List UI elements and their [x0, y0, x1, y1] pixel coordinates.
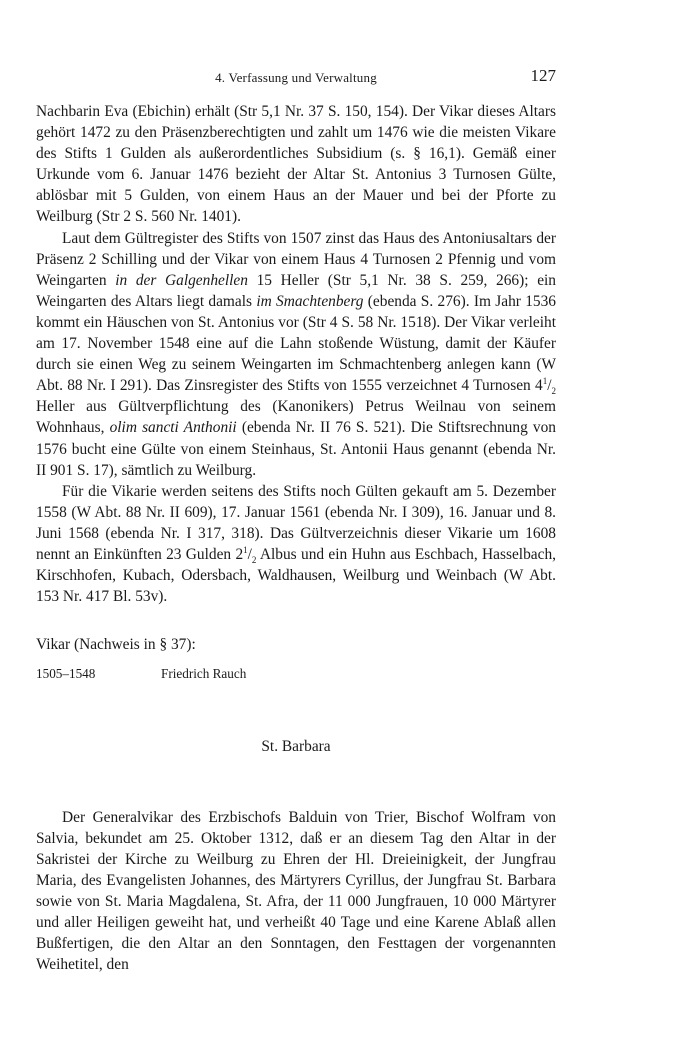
text-block-barbara [36, 807, 556, 976]
page-number: 127 [530, 66, 556, 85]
vikar-list-title: Vikar (Nachweis in § 37): [36, 636, 196, 654]
fraction-numerator: 1 [542, 376, 548, 387]
section-heading: St. Barbara [261, 738, 331, 756]
fraction-denominator: 2 [551, 386, 556, 397]
text-block-antonius [36, 101, 556, 607]
fraction-numerator: 1 [243, 544, 248, 555]
page-body [36, 101, 556, 975]
vikar-name: Friedrich Rauch [161, 666, 247, 682]
paragraph: Laut dem Gültregister des Stifts von 1507 zinst das Haus des Antoniusaltars der Präsenz 2 Schilling und der Vikar von einem Haus 4 Turnosen 2 Pfennig und vom Weingarten in der Galgenhellen 15 Heller (Str 5,1 Nr. 38 S. 259, 266); ein Weingarten des Altars liegt damals im Smachtenberg (ebenda S. 276). Im Jahr 1536 kommt ein Häuschen von St. Antonius vor (Str 4 S. 58 Nr. 1518). Der Vikar verleiht am 17. November 1548 eine auf die Lahn stoßende Wüstung, damit der Käufer durch sie einen Weg zu seinem Weingarten im Schmachtenberg anlegen kann (W Abt. 88 Nr. I 291). Das Zinsregister des Stifts von 1555 verzeichnet 4 Turnosen $4^1/_2$ Heller aus Gültverpflichtung des (Kanonikers) Petrus Weilnau von seinem Wohnhaus, olim sancti Anthonii (ebenda Nr. II 76 S. 521). Die Stiftsrechnung von 1576 bucht eine Gülte von einem Steinhaus, St. Antonii Haus genannt (ebenda Nr. II 901 S. 17), sämtlich zu Weilburg. [36, 229, 557, 479]
paragraph: Der Generalvikar des Erzbischofs Balduin von Trier, Bischof Wolfram von Salvia, bekundet am 25. Oktober 1312, daß er an diesem Tag den Altar in der Sakristei der Kirche zu Weilburg zu Ehren der Hl. Dreieinigkeit, der Jungfrau Maria, des Evangelisten Johannes, des Märtyrers Cyrillus, der Jungfrau St. Barbara sowie von St. Maria Magdalena, St. Afra, der 11 000 Jungfrauen, 10 000 Märtyrer und aller Heiligen geweiht hat, und verheißt 40 Tage und eine Karene Ablaß allen Bußfertigen, die den Altar an den Sonntagen, den Festtagen der vorgenannten Weihetitel, den [36, 808, 556, 974]
list-item [36, 663, 556, 684]
vikar-list [36, 663, 556, 684]
italic-term: im Smachtenberg [256, 292, 364, 310]
fraction-denominator: 2 [251, 555, 257, 566]
running-title: 4. Verfassung und Verwaltung [215, 70, 377, 85]
paragraph: Für die Vikarie werden seitens des Stifts noch Gülten gekauft am 5. Dezember 1558 (W Abt. 88 Nr. II 609), 17. Januar 1561 (ebenda Nr. I 309), 16. Januar und 8. Juni 1568 (ebenda Nr. I 317, 318). Das Gültverzeichnis dieser Vikarie um 1608 nennt an Einkünften 23 Gulden $2^1/_2$ Albus und ein Huhn aus Eschbach, Hasselbach, Kirschhofen, Kubach, Odersbach, Waldhausen, Weilburg und Weinbach (W Abt. 153 Nr. 417 Bl. 53v). [36, 482, 556, 606]
italic-term: olim sancti Anthonii [109, 419, 237, 437]
paragraph: Nachbarin Eva (Ebichin) erhält (Str 5,1 Nr. 37 S. 150, 154). Der Vikar dieses Altars gehört 1472 zu den Präsenzberechtigten und zahlt um 1476 wie die meisten Vikare des Stifts 1 Gulden als außerordentliches Subsidium (s. § 16,1). Gemäß einer Urkunde vom 6. Januar 1476 bezieht der Altar St. Antonius 3 Turnosen Gülte, ablösbar mit 5 Gulden, von einem Haus an der Mauer und bei der Pforte zu Weilburg (Str 2 S. 560 Nr. 1401). [36, 103, 556, 226]
running-header [36, 66, 556, 88]
vikar-years: 1505–1548 [36, 666, 96, 682]
italic-term: in der Galgenhellen [115, 271, 248, 289]
